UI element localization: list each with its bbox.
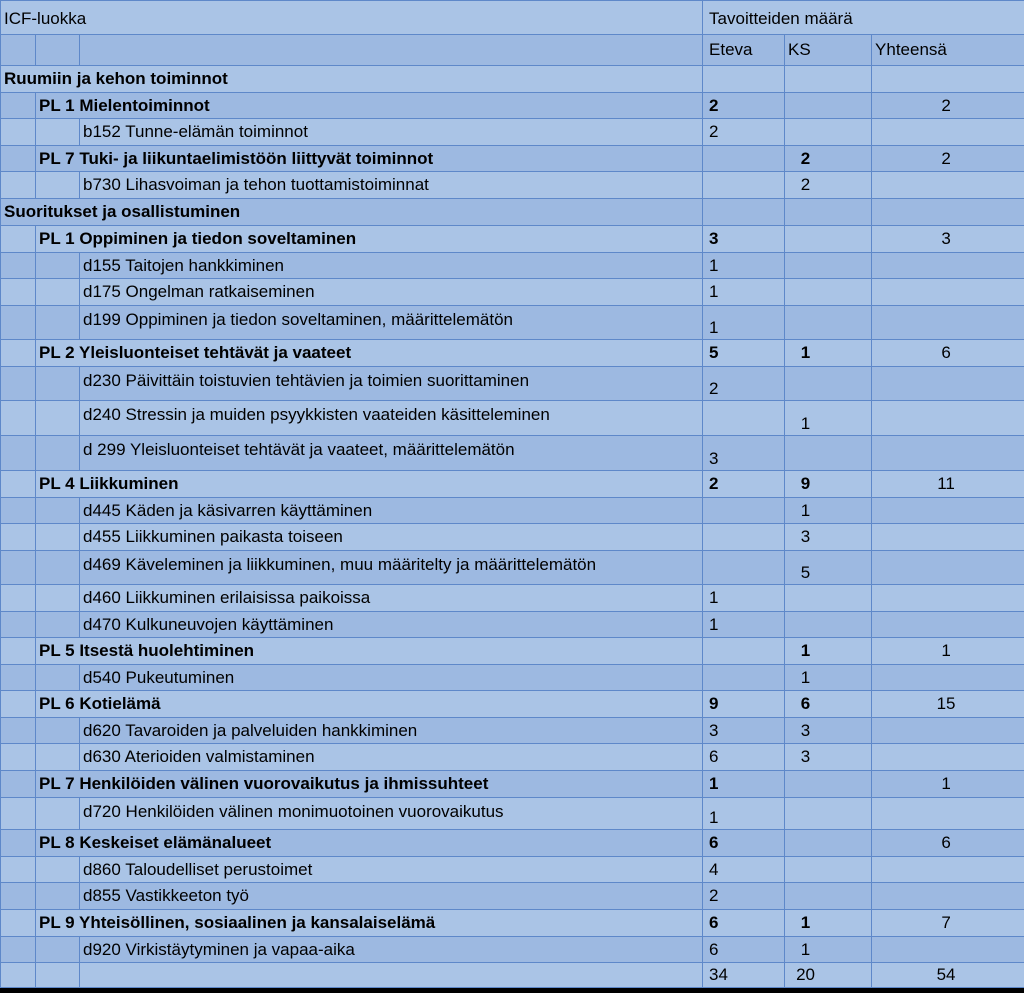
- item-label: d469 Käveleminen ja liikkuminen, muu määritelty ja määrittelemätön: [80, 551, 703, 585]
- ks-value: [785, 367, 872, 401]
- ks-value: 6: [785, 691, 872, 718]
- eteva-value: 1: [703, 279, 785, 306]
- total-value: 6: [872, 830, 1024, 857]
- total-value: [872, 367, 1024, 401]
- eteva-value: [703, 638, 785, 665]
- total-value: 3: [872, 226, 1024, 253]
- eteva-value: 1: [703, 585, 785, 612]
- eteva-value: [703, 665, 785, 691]
- total-value: [872, 585, 1024, 612]
- item-row: [1, 551, 1024, 585]
- item-row: [1, 857, 1024, 883]
- grand-total: 54: [872, 963, 1024, 988]
- item-row: [1, 718, 1024, 744]
- item-row: [1, 744, 1024, 771]
- item-label: d155 Taitojen hankkiminen: [80, 253, 703, 279]
- group-row: [1, 340, 1024, 367]
- group-label: PL 2 Yleisluonteiset tehtävät ja vaateet: [36, 340, 703, 367]
- item-label: d860 Taloudelliset perustoimet: [80, 857, 703, 883]
- total-value: [872, 401, 1024, 436]
- group-row: [1, 691, 1024, 718]
- item-label: d460 Liikkuminen erilaisissa paikoissa: [80, 585, 703, 612]
- group-label: PL 9 Yhteisöllinen, sosiaalinen ja kansalaiselämä: [36, 910, 703, 937]
- eteva-total: 34: [703, 963, 785, 988]
- icf-class-header: ICF-luokka: [1, 1, 703, 35]
- item-label: d470 Kulkuneuvojen käyttäminen: [80, 612, 703, 638]
- total-value: 1: [872, 771, 1024, 798]
- eteva-value: 3: [703, 226, 785, 253]
- eteva-value: 6: [703, 744, 785, 771]
- total-value: 6: [872, 340, 1024, 367]
- ks-value: [785, 436, 872, 471]
- total-value: [872, 524, 1024, 551]
- eteva-value: 1: [703, 771, 785, 798]
- eteva-value: 6: [703, 937, 785, 963]
- group-label: PL 1 Mielentoiminnot: [36, 93, 703, 119]
- total-value: [872, 883, 1024, 910]
- item-label: d175 Ongelman ratkaiseminen: [80, 279, 703, 306]
- eteva-value: 5: [703, 340, 785, 367]
- eteva-value: [703, 524, 785, 551]
- total-value: [872, 172, 1024, 199]
- eteva-value: [703, 172, 785, 199]
- ks-value: 1: [785, 498, 872, 524]
- total-value: [872, 119, 1024, 146]
- group-row: [1, 830, 1024, 857]
- ks-value: 1: [785, 638, 872, 665]
- group-row: [1, 146, 1024, 172]
- ks-value: [785, 306, 872, 340]
- group-row: [1, 771, 1024, 798]
- item-label: b730 Lihasvoiman ja tehon tuottamistoiminnat: [80, 172, 703, 199]
- item-row: [1, 665, 1024, 691]
- item-row: [1, 279, 1024, 306]
- total-value: [872, 718, 1024, 744]
- total-value: 11: [872, 471, 1024, 498]
- item-row: [1, 253, 1024, 279]
- group-label: PL 7 Tuki- ja liikuntaelimistöön liittyvät toiminnot: [36, 146, 703, 172]
- eteva-value: 1: [703, 253, 785, 279]
- header-row-2: [1, 35, 1024, 66]
- group-row: [1, 910, 1024, 937]
- eteva-value: 1: [703, 798, 785, 830]
- total-value: [872, 857, 1024, 883]
- eteva-value: 2: [703, 883, 785, 910]
- item-row: [1, 436, 1024, 471]
- item-label: d855 Vastikkeeton työ: [80, 883, 703, 910]
- eteva-value: 1: [703, 306, 785, 340]
- item-label: d199 Oppiminen ja tiedon soveltaminen, määrittelemätön: [80, 306, 703, 340]
- eteva-value: 3: [703, 436, 785, 471]
- ks-value: [785, 226, 872, 253]
- group-label: PL 7 Henkilöiden välinen vuorovaikutus ja ihmissuhteet: [36, 771, 703, 798]
- total-value: [872, 279, 1024, 306]
- eteva-value: 6: [703, 910, 785, 937]
- group-row: [1, 93, 1024, 119]
- ks-value: 5: [785, 551, 872, 585]
- item-label: d540 Pukeutuminen: [80, 665, 703, 691]
- total-value: [872, 744, 1024, 771]
- total-value: 2: [872, 93, 1024, 119]
- total-value: [872, 66, 1024, 93]
- item-row: [1, 119, 1024, 146]
- total-value: [872, 551, 1024, 585]
- item-row: [1, 524, 1024, 551]
- header-row-1: [1, 1, 1024, 35]
- item-label: d240 Stressin ja muiden psyykkisten vaateiden käsitteleminen: [80, 401, 703, 436]
- item-label: d445 Käden ja käsivarren käyttäminen: [80, 498, 703, 524]
- total-value: [872, 612, 1024, 638]
- eteva-value: [703, 551, 785, 585]
- total-value: 1: [872, 638, 1024, 665]
- ks-value: [785, 279, 872, 306]
- ks-value: [785, 857, 872, 883]
- ks-value: [785, 830, 872, 857]
- ks-value: 3: [785, 718, 872, 744]
- ks-value: 9: [785, 471, 872, 498]
- goal-count-header: Tavoitteiden määrä: [703, 1, 1024, 35]
- item-row: [1, 798, 1024, 830]
- ks-value: 1: [785, 340, 872, 367]
- group-label: PL 6 Kotielämä: [36, 691, 703, 718]
- section-label: Suoritukset ja osallistuminen: [1, 199, 703, 226]
- ks-value: [785, 66, 872, 93]
- eteva-value: [703, 401, 785, 436]
- eteva-value: 4: [703, 857, 785, 883]
- item-row: [1, 401, 1024, 436]
- ks-value: 2: [785, 146, 872, 172]
- eteva-value: 2: [703, 93, 785, 119]
- item-label: b152 Tunne-elämän toiminnot: [80, 119, 703, 146]
- total-value: 7: [872, 910, 1024, 937]
- eteva-value: 2: [703, 119, 785, 146]
- item-label: d720 Henkilöiden välinen monimuotoinen vuorovaikutus: [80, 798, 703, 830]
- item-row: [1, 306, 1024, 340]
- ks-value: [785, 253, 872, 279]
- eteva-value: [703, 146, 785, 172]
- item-row: [1, 172, 1024, 199]
- ks-value: 3: [785, 744, 872, 771]
- total-value: [872, 937, 1024, 963]
- total-value: [872, 253, 1024, 279]
- ks-value: [785, 93, 872, 119]
- eteva-value: [703, 498, 785, 524]
- item-row: [1, 612, 1024, 638]
- eteva-value: 6: [703, 830, 785, 857]
- group-row: [1, 638, 1024, 665]
- ks-value: [785, 612, 872, 638]
- item-row: [1, 498, 1024, 524]
- total-value: [872, 498, 1024, 524]
- section-row: [1, 66, 1024, 93]
- ks-value: 1: [785, 665, 872, 691]
- item-row: [1, 367, 1024, 401]
- ks-value: 1: [785, 937, 872, 963]
- ks-value: [785, 199, 872, 226]
- group-label: PL 4 Liikkuminen: [36, 471, 703, 498]
- total-value: [872, 798, 1024, 830]
- eteva-value: 2: [703, 471, 785, 498]
- eteva-value: 3: [703, 718, 785, 744]
- item-label: d920 Virkistäytyminen ja vapaa-aika: [80, 937, 703, 963]
- ks-value: 1: [785, 401, 872, 436]
- ks-value: 1: [785, 910, 872, 937]
- eteva-value: 9: [703, 691, 785, 718]
- ks-value: [785, 771, 872, 798]
- ks-value: [785, 798, 872, 830]
- ks-value: [785, 585, 872, 612]
- eteva-value: 2: [703, 367, 785, 401]
- section-row: [1, 199, 1024, 226]
- item-row: [1, 937, 1024, 963]
- group-label: PL 1 Oppiminen ja tiedon soveltaminen: [36, 226, 703, 253]
- ks-value: [785, 119, 872, 146]
- item-label: d 299 Yleisluonteiset tehtävät ja vaateet, määrittelemätön: [80, 436, 703, 471]
- eteva-value: 1: [703, 612, 785, 638]
- total-value: [872, 665, 1024, 691]
- total-value: 2: [872, 146, 1024, 172]
- group-row: [1, 226, 1024, 253]
- group-row: [1, 471, 1024, 498]
- ks-total: 20: [785, 963, 872, 988]
- ks-value: 3: [785, 524, 872, 551]
- total-value: [872, 436, 1024, 471]
- eteva-value: [703, 199, 785, 226]
- eteva-value: [703, 66, 785, 93]
- item-label: d620 Tavaroiden ja palveluiden hankkiminen: [80, 718, 703, 744]
- group-label: PL 8 Keskeiset elämänalueet: [36, 830, 703, 857]
- item-label: d455 Liikkuminen paikasta toiseen: [80, 524, 703, 551]
- total-value: [872, 306, 1024, 340]
- item-label: d630 Aterioiden valmistaminen: [80, 744, 703, 771]
- item-row: [1, 585, 1024, 612]
- ks-value: 2: [785, 172, 872, 199]
- ks-header: KS: [785, 35, 872, 66]
- item-label: d230 Päivittäin toistuvien tehtävien ja toimien suorittaminen: [80, 367, 703, 401]
- section-label: Ruumiin ja kehon toiminnot: [1, 66, 703, 93]
- item-row: [1, 883, 1024, 910]
- group-label: PL 5 Itsestä huolehtiminen: [36, 638, 703, 665]
- eteva-header: Eteva: [703, 35, 785, 66]
- total-value: 15: [872, 691, 1024, 718]
- ks-value: [785, 883, 872, 910]
- totals-row: [1, 963, 1024, 988]
- total-header: Yhteensä: [872, 35, 1024, 66]
- total-value: [872, 199, 1024, 226]
